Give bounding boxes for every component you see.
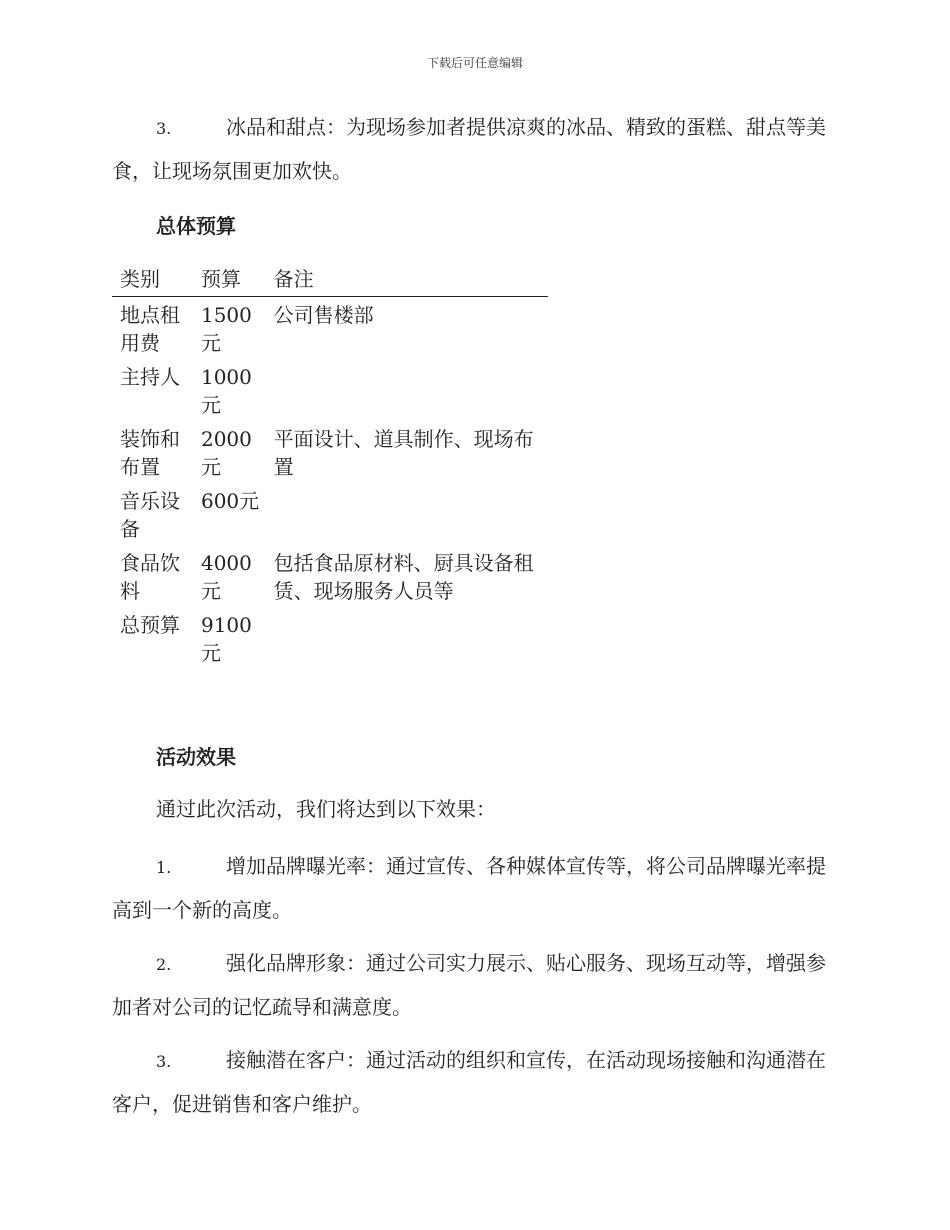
cell-note [266, 607, 548, 669]
column-header-category: 类别 [112, 264, 193, 297]
table-row [112, 607, 548, 669]
cell-amount: 1500元 [200, 303, 252, 355]
effects-list-item [112, 1039, 834, 1125]
cell-category: 总预算 [120, 613, 180, 637]
effects-heading: 活动效果 [156, 745, 236, 769]
cell-amount: 2000元 [200, 427, 252, 479]
effects-list-item [112, 942, 834, 1028]
table-row [112, 359, 548, 421]
cell-category: 食品饮料 [120, 551, 180, 603]
table-row [112, 545, 548, 607]
list-number: 3. [156, 1052, 172, 1071]
table-row [112, 297, 548, 360]
list-item-text: 强化品牌形象：通过公司实力展示、贴心服务、现场互动等，增强参加者对公司的记忆疏导和满意度。 [112, 951, 826, 1019]
column-header-note: 备注 [266, 264, 548, 297]
cell-category: 地点租用费 [120, 303, 180, 355]
effects-list-item [112, 845, 834, 931]
cell-category: 装饰和布置 [120, 427, 180, 479]
budget-table [112, 264, 548, 669]
cell-amount: 1000元 [200, 365, 252, 417]
cell-category: 音乐设备 [120, 489, 180, 541]
list-item-text: 增加品牌曝光率：通过宣传、各种媒体宣传等，将公司品牌曝光率提高到一个新的高度。 [112, 854, 826, 922]
list-number: 2. [156, 955, 172, 974]
list-item-text: 冰品和甜点：为现场参加者提供凉爽的冰品、精致的蛋糕、甜点等美食，让现场氛围更加欢快。 [112, 115, 826, 183]
table-row [112, 421, 548, 483]
cell-amount: 9100元 [200, 613, 252, 665]
budget-heading: 总体预算 [156, 214, 236, 238]
cell-amount: 4000元 [200, 551, 252, 603]
cell-note: 公司售楼部 [273, 303, 374, 327]
cell-category: 主持人 [120, 365, 180, 389]
list-number: 3. [156, 119, 172, 138]
cell-note [266, 483, 548, 545]
cell-note [266, 359, 548, 421]
cell-amount: 600元 [200, 489, 260, 513]
intro-list-item [112, 106, 834, 192]
effects-intro [112, 788, 834, 830]
table-header-row [112, 264, 548, 297]
page-header: 下载后可任意编辑 [426, 56, 523, 70]
effects-intro-text: 通过此次活动，我们将达到以下效果： [156, 797, 496, 821]
table-row [112, 483, 548, 545]
cell-note: 平面设计、道具制作、现场布置 [273, 427, 534, 479]
list-number: 1. [156, 858, 172, 877]
list-item-text: 接触潜在客户：通过活动的组织和宣传，在活动现场接触和沟通潜在客户，促进销售和客户维护。 [112, 1048, 826, 1116]
column-header-amount: 预算 [193, 264, 266, 297]
cell-note: 包括食品原材料、厨具设备租赁、现场服务人员等 [273, 551, 534, 603]
